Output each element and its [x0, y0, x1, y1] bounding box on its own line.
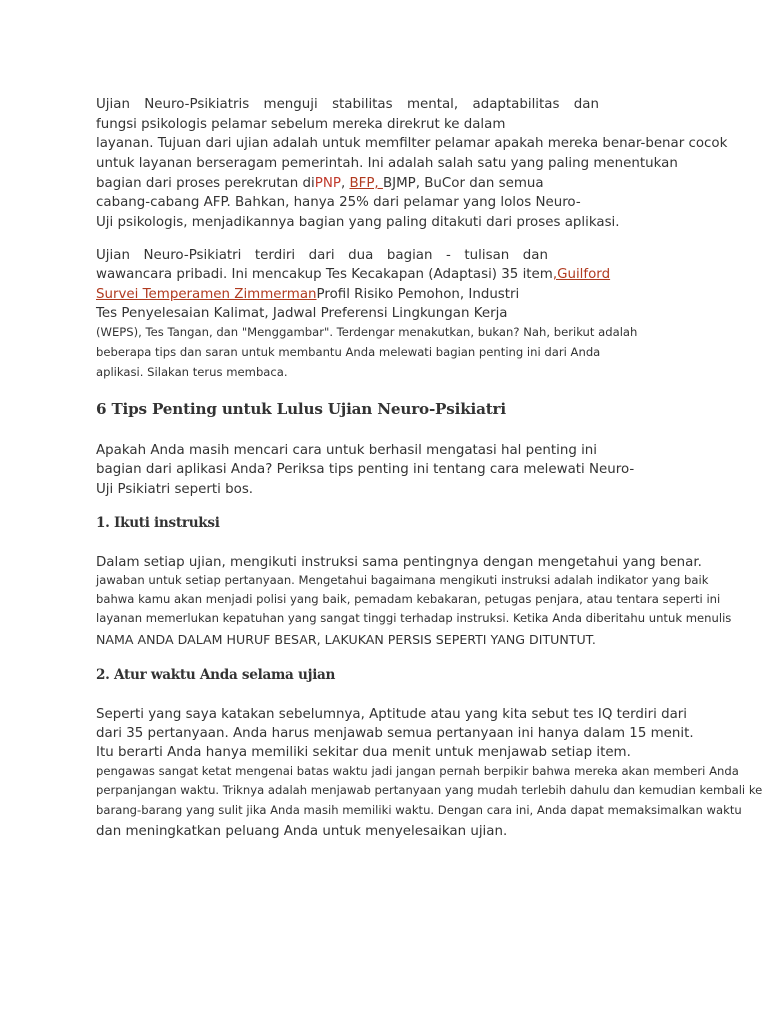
para2-line-3 [96, 288, 519, 301]
para1-line-5 [96, 177, 544, 190]
para2-line-3-end: Profil Risiko Pemohon, Industri [316, 287, 520, 302]
para1-line-1: Ujian Neuro-Psikiatris menguji stabilitas mental, adaptabilitas dan [96, 97, 599, 112]
para2-line-7: aplikasi. Silakan terus membaca. [96, 365, 288, 379]
tip2-line-4: pengawas sangat ketat mengenai batas waktu jadi jangan pernah berpikir bahwa mereka akan memberi Anda [96, 764, 739, 778]
para1-line-6: cabang-cabang AFP. Bahkan, hanya 25% dari pelamar yang lolos Neuro- [96, 195, 581, 210]
bfp-link[interactable]: BFP, [349, 176, 383, 191]
section-heading: 6 Tips Penting untuk Lulus Ujian Neuro-Psikiatri [96, 400, 506, 418]
para1-line-4: untuk layanan berseragam pemerintah. Ini adalah salah satu yang paling menentukan [96, 156, 678, 171]
tip2-line-2: dari 35 pertanyaan. Anda harus menjawab semua pertanyaan ini hanya dalam 15 menit. [96, 726, 694, 741]
para3-line-1: Apakah Anda masih mencari cara untuk berhasil mengatasi hal penting ini [96, 443, 598, 458]
pnp-text: PNP [314, 176, 341, 191]
para2-line-5: (WEPS), Tes Tangan, dan "Menggambar". Terdengar menakutkan, bukan? Nah, berikut adalah [96, 325, 638, 339]
zimmerman-link[interactable]: Survei Temperamen Zimmerman [96, 287, 317, 302]
para2-line-4: Tes Penyelesaian Kalimat, Jadwal Preferensi Lingkungan Kerja [96, 306, 508, 321]
para1-line-5-sep: , [340, 176, 350, 191]
para1-line-3: layanan. Tujuan dari ujian adalah untuk memfilter pelamar apakah mereka benar-benar cocok [96, 136, 728, 151]
para3-line-3: Uji Psikiatri seperti bos. [96, 482, 254, 497]
para1-line-2: fungsi psikologis pelamar sebelum mereka direkrut ke dalam [96, 117, 506, 132]
para1-line-7: Uji psikologis, menjadikannya bagian yang paling ditakuti dari proses aplikasi. [96, 215, 620, 230]
para1-line-5-start: bagian dari proses perekrutan di [96, 176, 315, 191]
para3-line-2: bagian dari aplikasi Anda? Periksa tips penting ini tentang cara melewati Neuro- [96, 462, 635, 477]
tip1-line-2: jawaban untuk setiap pertanyaan. Mengetahui bagaimana mengikuti instruksi adalah indikator yang baik [96, 573, 709, 587]
tip2-line-3: Itu berarti Anda hanya memiliki sekitar dua menit untuk menjawab setiap item. [96, 745, 631, 760]
tip2-heading: 2. Atur waktu Anda selama ujian [96, 667, 336, 683]
para1-line-5-end: BJMP, BuCor dan semua [382, 176, 544, 191]
tip1-line-5: NAMA ANDA DALAM HURUF BESAR, LAKUKAN PERSIS SEPERTI YANG DITUNTUT. [96, 632, 596, 647]
para2-line-2-start: wawancara pribadi. Ini mencakup Tes Kecakapan (Adaptasi) 35 item [96, 267, 553, 282]
tip2-line-5: perpanjangan waktu. Triknya adalah menjawab pertanyaan yang mudah terlebih dahulu dan kemudian kembali ke [96, 783, 763, 797]
tip2-line-6: barang-barang yang sulit jika Anda masih memiliki waktu. Dengan cara ini, Anda dapat memaksimalkan waktu [96, 803, 742, 817]
tip1-line-3: bahwa kamu akan menjadi polisi yang baik, pemadam kebakaran, petugas penjara, atau tentara seperti ini [96, 592, 721, 606]
tip2-line-7: dan meningkatkan peluang Anda untuk menyelesaikan ujian. [96, 824, 508, 839]
tip1-line-1: Dalam setiap ujian, mengikuti instruksi sama pentingnya dengan mengetahui yang benar. [96, 555, 702, 570]
tip2-line-1: Seperti yang saya katakan sebelumnya, Aptitude atau yang kita sebut tes IQ terdiri dari [96, 707, 688, 722]
para2-line-6: beberapa tips dan saran untuk membantu Anda melewati bagian penting ini dari Anda [96, 345, 601, 359]
para2-line-1: Ujian Neuro-Psikiatri terdiri dari dua bagian - tulisan dan [96, 248, 548, 263]
tip1-line-4: layanan memerlukan kepatuhan yang sangat tinggi terhadap instruksi. Ketika Anda diberitahu untuk menulis [96, 611, 732, 625]
para2-line-2 [96, 268, 610, 281]
guilford-link[interactable]: ,Guilford [552, 267, 611, 282]
tip1-heading: 1. Ikuti instruksi [96, 515, 220, 531]
